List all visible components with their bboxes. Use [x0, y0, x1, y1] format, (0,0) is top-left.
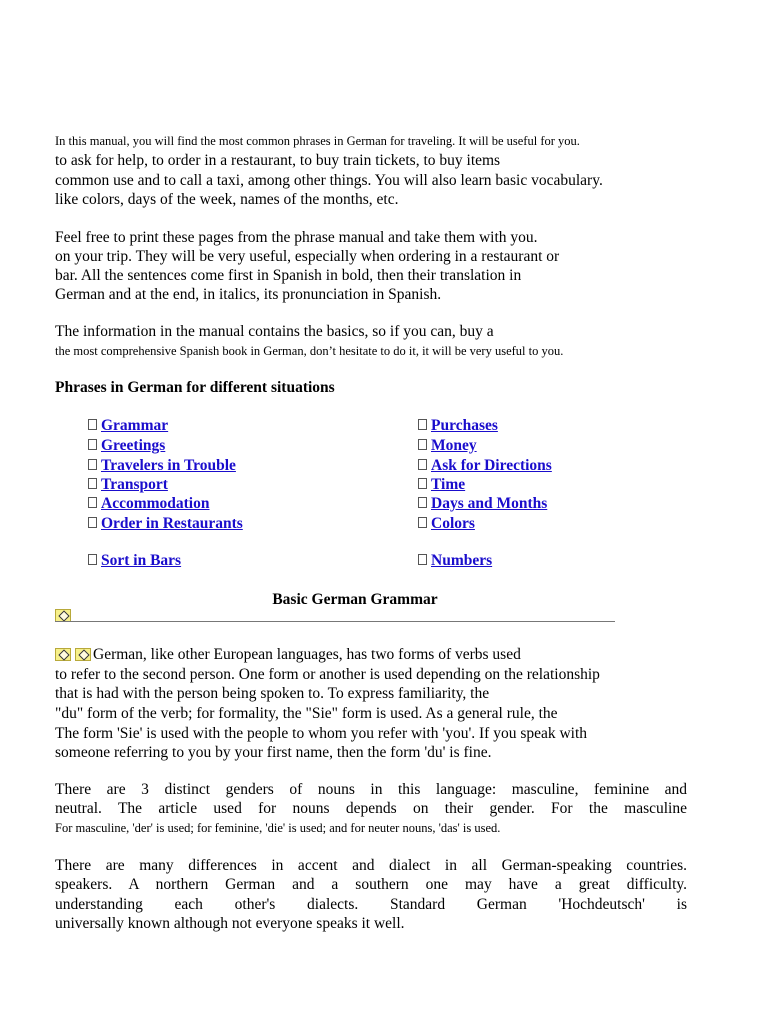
bullet-icon — [418, 478, 427, 489]
intro-line: The information in the manual contains the basics, so if you can, buy a — [55, 323, 494, 340]
topic-greetings[interactable] — [88, 436, 165, 456]
topic-link[interactable]: Time — [431, 476, 466, 493]
topic-days-and-months[interactable] — [418, 494, 547, 514]
bullet-icon — [88, 459, 97, 470]
topic-link[interactable]: Order in Restaurants — [101, 515, 243, 532]
topic-link[interactable]: Greetings — [101, 437, 166, 454]
bullet-icon — [88, 554, 97, 565]
intro-line: Feel free to print these pages from the phrase manual and take them with you. — [55, 229, 538, 246]
topic-transport[interactable] — [88, 475, 168, 495]
intro-line: German and at the end, in italics, its pronunciation in Spanish. — [55, 286, 442, 303]
bullet-icon — [418, 497, 427, 508]
bullet-icon — [88, 517, 97, 528]
topic-link[interactable]: Purchases — [431, 417, 498, 434]
bullet-icon — [88, 439, 97, 450]
topic-order-in-restaurants[interactable] — [88, 514, 243, 534]
grammar-line: someone referring to you by your first name, then the form 'du' is fine. — [55, 744, 492, 761]
topic-link[interactable]: Days and Months — [431, 495, 548, 512]
grammar-line: understanding each other's dialects. Standard German 'Hochdeutsch' is — [55, 896, 687, 913]
topic-link[interactable]: Grammar — [101, 417, 169, 434]
grammar-line: to refer to the second person. One form or another is used depending on the relationship — [55, 666, 600, 683]
broken-image-icon — [75, 648, 91, 661]
horizontal-rule — [55, 621, 615, 622]
topic-time[interactable] — [418, 475, 465, 495]
intro-line: bar. All the sentences come first in Spanish in bold, then their translation in — [55, 267, 522, 284]
grammar-line: The form 'Sie' is used with the people to whom you refer with 'you'. If you speak with — [55, 725, 588, 742]
grammar-line: neutral. The article used for nouns depends on their gender. For the masculine — [55, 800, 687, 817]
grammar-line: For masculine, 'der' is used; for feminine, 'die' is used; and for neuter nouns, 'das' is used. — [55, 821, 501, 835]
topic-link[interactable]: Transport — [101, 476, 168, 493]
topic-money[interactable] — [418, 436, 477, 456]
intro-line: the most comprehensive Spanish book in German, don’t hesitate to do it, it will be very useful to you. — [55, 344, 564, 358]
bullet-icon — [418, 554, 427, 565]
topic-purchases[interactable] — [418, 416, 498, 436]
intro-line: common use and to call a taxi, among other things. You will also learn basic vocabulary. — [55, 172, 603, 189]
grammar-line: that is had with the person being spoken to. To express familiarity, the — [55, 685, 490, 702]
topic-sort-in-bars[interactable] — [88, 551, 181, 571]
topic-ask-for-directions[interactable] — [418, 456, 552, 476]
grammar-line: German, like other European languages, has two forms of verbs used — [93, 646, 521, 663]
bullet-icon — [418, 459, 427, 470]
bullet-icon — [88, 419, 97, 430]
intro-line: In this manual, you will find the most common phrases in German for traveling. It will be useful for you. — [55, 134, 580, 148]
topic-link[interactable]: Numbers — [431, 552, 493, 569]
topic-link[interactable]: Money — [431, 437, 477, 454]
topic-travelers-in-trouble[interactable] — [88, 456, 236, 476]
intro-line: like colors, days of the week, names of the months, etc. — [55, 191, 399, 208]
topic-link[interactable]: Sort in Bars — [101, 552, 182, 569]
bullet-icon — [88, 497, 97, 508]
grammar-line: "du" form of the verb; for formality, the "Sie" form is used. As a general rule, the — [55, 705, 558, 722]
bullet-icon — [418, 439, 427, 450]
bullet-icon — [418, 517, 427, 528]
topic-numbers[interactable] — [418, 551, 492, 571]
grammar-line: speakers. A northern German and a southern one may have a great difficulty. — [55, 876, 687, 893]
grammar-line: universally known although not everyone speaks it well. — [55, 915, 405, 932]
topic-grammar[interactable] — [88, 416, 168, 436]
broken-image-icon — [55, 648, 71, 661]
topic-link[interactable]: Accommodation — [101, 495, 210, 512]
bullet-icon — [88, 478, 97, 489]
phrases-heading: Phrases in German for different situations — [55, 379, 335, 396]
topic-colors[interactable] — [418, 514, 475, 534]
intro-line: on your trip. They will be very useful, especially when ordering in a restaurant or — [55, 248, 560, 265]
grammar-line: There are many differences in accent and dialect in all German-speaking countries. — [55, 857, 687, 874]
topic-link[interactable]: Travelers in Trouble — [101, 457, 236, 474]
grammar-heading: Basic German Grammar — [272, 591, 438, 608]
topic-accommodation[interactable] — [88, 494, 210, 514]
bullet-icon — [418, 419, 427, 430]
intro-line: to ask for help, to order in a restaurant, to buy train tickets, to buy items — [55, 152, 501, 169]
grammar-line: There are 3 distinct genders of nouns in this language: masculine, feminine and — [55, 781, 687, 798]
topic-link[interactable]: Colors — [431, 515, 475, 532]
topic-link[interactable]: Ask for Directions — [431, 457, 552, 474]
